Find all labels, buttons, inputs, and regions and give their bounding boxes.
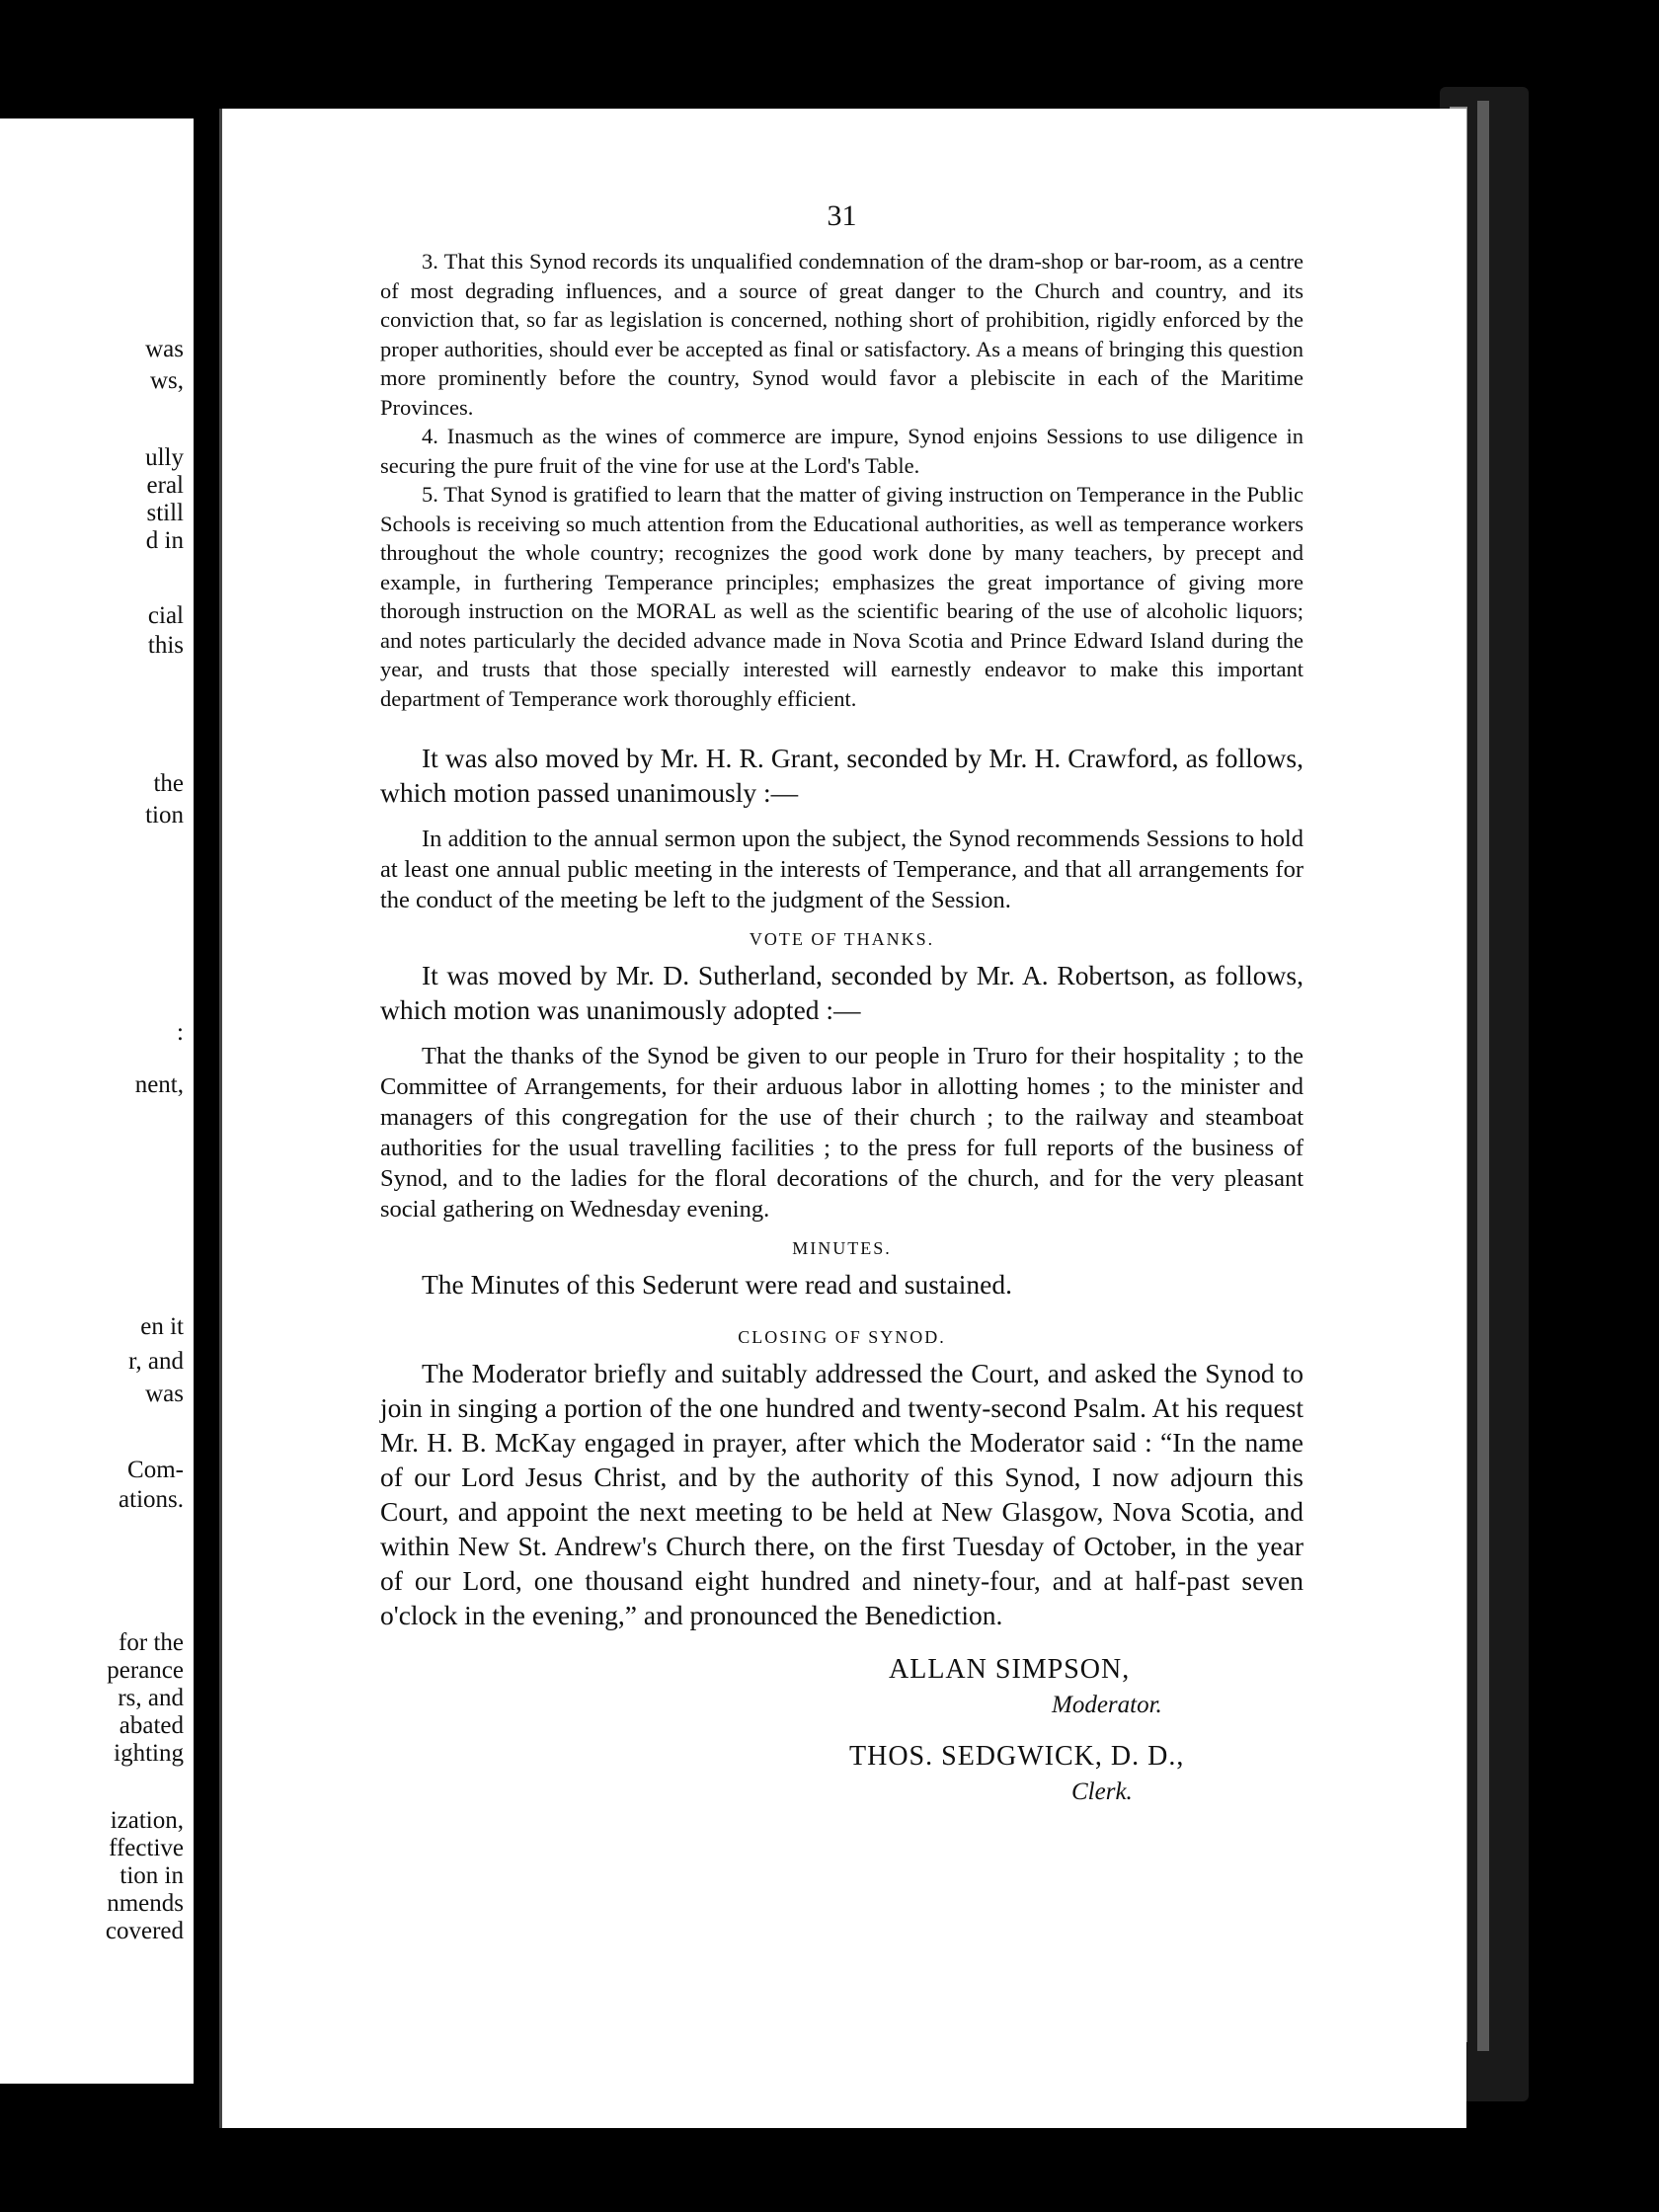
signer-clerk-title: Clerk. xyxy=(1071,1778,1133,1805)
page-number: 31 xyxy=(827,199,857,232)
left-fragment: was xyxy=(145,1381,184,1407)
motion-sutherland: It was moved by Mr. D. Sutherland, seconded by Mr. A. Robertson, as follows, which motion was unanimously adopted :— xyxy=(380,960,1304,1025)
left-fragment: nent, xyxy=(134,1071,184,1098)
left-fragment: tion xyxy=(145,802,184,829)
left-fragment: ully xyxy=(145,444,184,471)
left-fragment: ffective xyxy=(109,1835,184,1861)
left-fragment: the xyxy=(153,770,184,797)
resolution-item-5: 5. That Synod is gratified to learn that the matter of giving instruction on Temperance in the Public Schools is receiving so much attention from the Educational authorities, as well as temperance workers throughout the whole country; recognizes the good work done by many teachers, by precept and example, in furthering Temperance principles; emphasizes the great importance of giving more thorough instruction on the MORAL as well as the scientific bearing of the use of alcoholic liquors; and notes particularly the decided advance made in Nova Scotia and Prince Edward Island during the year, and trusts that those specially interested will earnestly endeavor to make this important department of Temperance work thoroughly efficient. xyxy=(380,482,1304,711)
motion-grant: It was also moved by Mr. H. R. Grant, seconded by Mr. H. Crawford, as follows, which motion passed unanimously :— xyxy=(380,743,1304,808)
heading-vote-of-thanks: VOTE OF THANKS. xyxy=(749,929,935,949)
left-fragment: ations. xyxy=(118,1486,184,1513)
document-page xyxy=(219,109,1466,2128)
left-fragment: covered xyxy=(105,1918,184,1944)
page-content xyxy=(380,199,1304,1806)
heading-minutes: MINUTES. xyxy=(792,1238,892,1258)
left-fragment: perance xyxy=(107,1657,184,1684)
left-fragment: ighting xyxy=(114,1740,184,1767)
left-fragment: rs, and xyxy=(118,1685,184,1711)
left-fragment: ization, xyxy=(110,1807,184,1834)
left-fragment: en it xyxy=(140,1313,184,1340)
closing-text: The Moderator briefly and suitably addressed the Court, and asked the Synod to join in singing a portion of the one hundred and twenty-second Psalm. At his request Mr. H. B. McKay engaged in prayer, after which the Moderator said : “In the name of our Lord Jesus Christ, and by the authority of this Synod, I now adjourn this Court, and appoint the next meeting to be held at New Glasgow, Nova Scotia, and within New St. Andrew's Church there, on the first Tuesday of October, in the year of our Lord, one thousand eight hundred and ninety-four, and at half-past seven o'clock in the evening,” and pronounced the Benediction. xyxy=(380,1358,1304,1630)
left-fragment: Com- xyxy=(127,1457,184,1483)
minutes-text: The Minutes of this Sederunt were read and sustained. xyxy=(422,1269,1012,1300)
resolution-grant: In addition to the annual sermon upon the subject, the Synod recommends Sessions to hold at least one annual public meeting in the interests of Temperance, and that all arrangements for the conduct of the meeting be left to the judgment of the Session. xyxy=(380,826,1304,913)
left-fragment: r, and xyxy=(128,1348,184,1375)
signer-clerk-name: THOS. SEDGWICK, D. D., xyxy=(849,1741,1185,1772)
previous-page-sliver xyxy=(0,118,194,2084)
resolution-item-3: 3. That this Synod records its unqualified condemnation of the dram-shop or bar-room, as a centre of most degrading influences, and a source of great danger to the Church and country, and its conviction that, so far as legislation is concerned, nothing short of prohibition, rigidly enforced by the proper authorities, should ever be accepted as final or satisfactory. As a means of bringing this question more prominently before the country, Synod would favor a plebiscite in each of the Maritime Provinces. xyxy=(380,249,1304,420)
left-fragment: d in xyxy=(145,527,184,554)
left-fragment: for the xyxy=(118,1629,184,1656)
left-fragment: this xyxy=(147,632,184,659)
left-fragment: cial xyxy=(147,602,184,629)
left-fragment: still xyxy=(146,500,184,526)
left-fragment: nmends xyxy=(107,1890,184,1917)
left-fragment: tion in xyxy=(119,1862,184,1889)
signer-moderator-name: ALLAN SIMPSON, xyxy=(889,1654,1131,1685)
resolution-thanks: That the thanks of the Synod be given to our people in Truro for their hospitality ; to the Committee of Arrangements, for their arduous labor in allotting homes ; to the minister and managers of this congregation for the use of their church ; to the railway and steamboat authorities for the usual travelling facilities ; to the press for full reports of the business of Synod, and to the ladies for the floral decorations of the church, and for the very pleasant social gathering on Wednesday evening. xyxy=(380,1043,1304,1223)
heading-closing-of-synod: CLOSING OF SYNOD. xyxy=(738,1327,946,1347)
resolution-item-4: 4. Inasmuch as the wines of commerce are impure, Synod enjoins Sessions to use diligence in securing the pure fruit of the vine for use at the Lord's Table. xyxy=(380,424,1304,478)
page-edge-stack-inner xyxy=(1477,101,1489,2051)
left-fragment: abated xyxy=(118,1712,184,1739)
signer-moderator-title: Moderator. xyxy=(1052,1692,1162,1718)
left-fragment: was xyxy=(145,336,184,362)
left-fragment: ws, xyxy=(149,367,184,394)
left-fragment: eral xyxy=(146,472,184,499)
left-fragment: : xyxy=(177,1019,184,1046)
